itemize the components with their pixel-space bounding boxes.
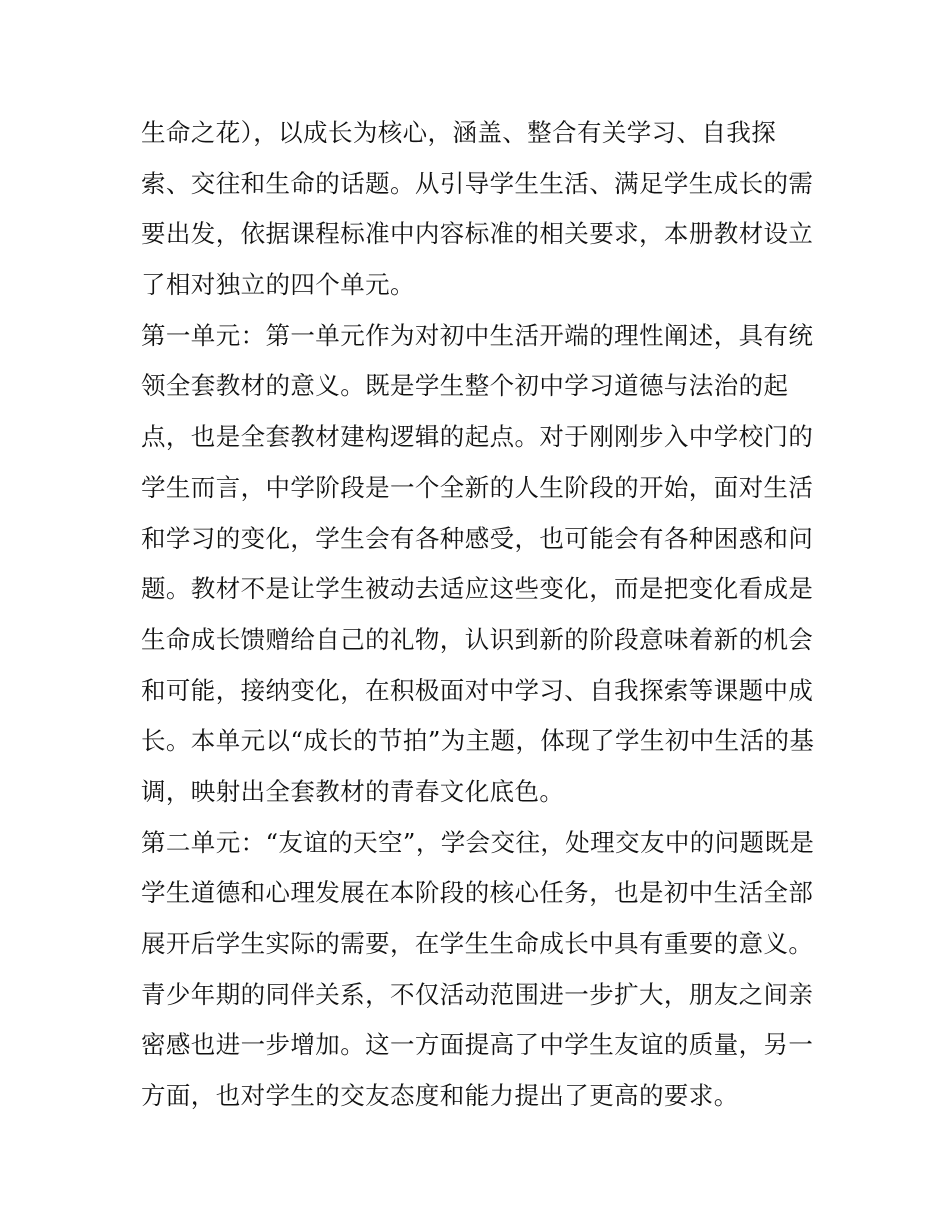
text-line: 密感也进一步增加。这一方面提高了中学生友谊的质量，另一 bbox=[141, 1030, 814, 1060]
text-line: 第一单元：第一单元作为对初中生活开端的理性阐述，具有统 bbox=[141, 320, 814, 350]
text-line: 了相对独立的四个单元。 bbox=[141, 270, 415, 300]
text-line: 长。本单元以“成长的节拍”为主题，体现了学生初中生活的基 bbox=[141, 726, 815, 756]
text-line: 领全套教材的意义。既是学生整个初中学习道德与法治的起 bbox=[141, 371, 789, 401]
text-line: 第二单元：“友谊的天空”，学会交往，处理交友中的问题既是 bbox=[141, 827, 815, 857]
text-line: 青少年期的同伴关系，不仅活动范围进一步扩大，朋友之间亲 bbox=[141, 979, 814, 1009]
text-line: 生命之花），以成长为核心，涵盖、整合有关学习、自我探 bbox=[141, 118, 777, 147]
text-line: 点，也是全套教材建构逻辑的起点。对于刚刚步入中学校门的 bbox=[141, 422, 814, 452]
text-line: 学生而言，中学阶段是一个全新的人生阶段的开始，面对生活 bbox=[141, 472, 814, 502]
text-line: 生命成长馈赠给自己的礼物，认识到新的阶段意味着新的机会 bbox=[141, 624, 814, 654]
text-line: 和可能，接纳变化，在积极面对中学习、自我探索等课题中成 bbox=[141, 675, 814, 705]
text-line: 要出发，依据课程标准中内容标准的相关要求，本册教材设立 bbox=[141, 219, 814, 249]
body-text bbox=[141, 108, 821, 1122]
text-line: 和学习的变化，学生会有各种感受，也可能会有各种困惑和问 bbox=[141, 523, 814, 553]
text-line: 展开后学生实际的需要，在学生生命成长中具有重要的意义。 bbox=[141, 929, 814, 958]
text-line: 题。教材不是让学生被动去适应这些变化，而是把变化看成是 bbox=[141, 574, 814, 604]
text-line: 索、交往和生命的话题。从引导学生生活、满足学生成长的需 bbox=[141, 168, 814, 198]
text-line: 学生道德和心理发展在本阶段的核心任务，也是初中生活全部 bbox=[141, 878, 814, 908]
text-line: 方面，也对学生的交友态度和能力提出了更高的要求。 bbox=[141, 1081, 739, 1111]
text-line: 调，映射出全套教材的青春文化底色。 bbox=[141, 776, 565, 806]
